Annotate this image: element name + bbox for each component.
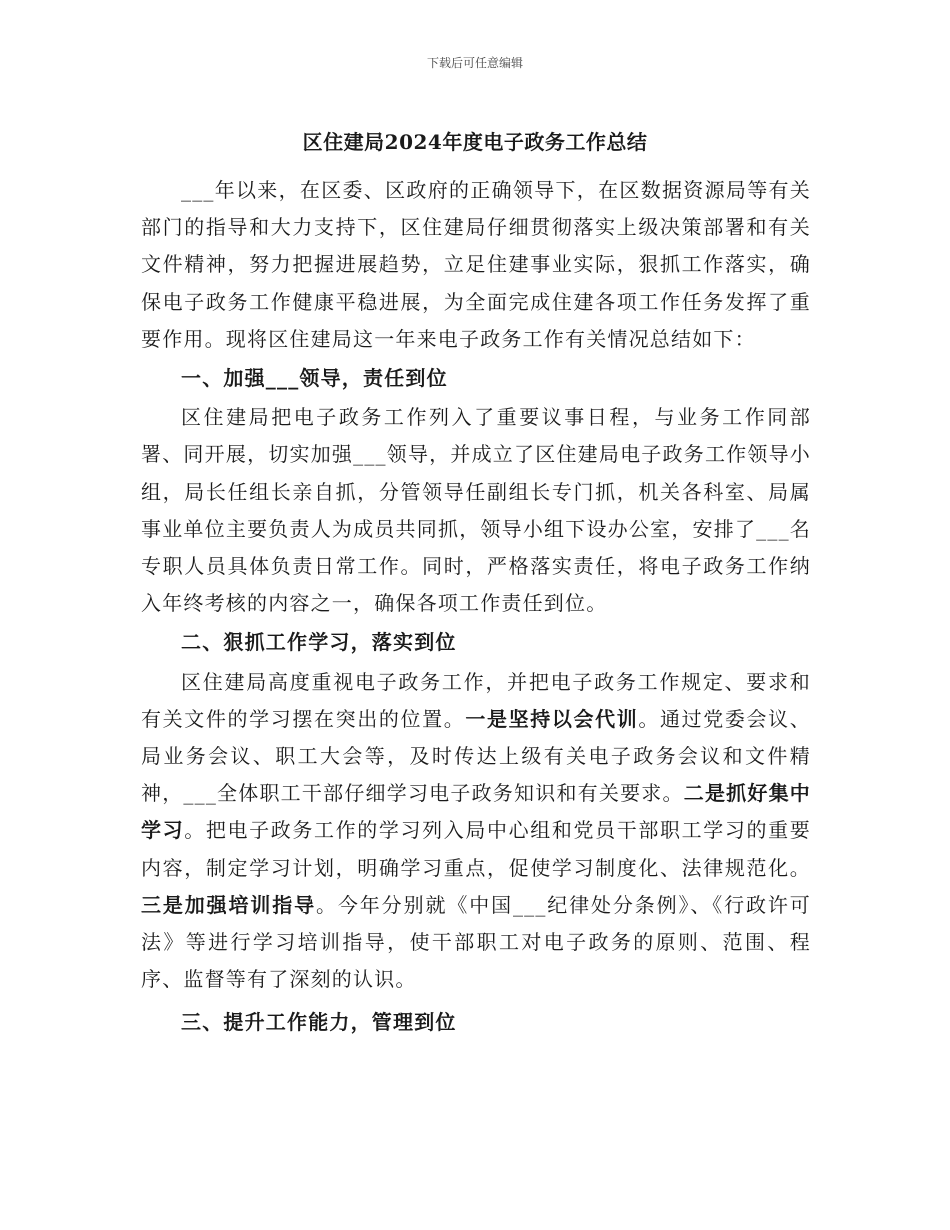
section-2-text-3: 。把电子政务工作的学习列入局中心组和党员干部职工学习的重要内容，制定学习计划，明确学习重点，促使学习制度化、法律规范化。 bbox=[141, 818, 811, 880]
section-2-point-2: 二是抓好集中学习 bbox=[141, 781, 811, 843]
document-title: 区住建局2024年度电子政务工作总结 bbox=[302, 130, 648, 154]
section-2-heading: 二、狠抓工作学习，落实到位 bbox=[181, 630, 457, 655]
intro-paragraph: ___年以来，在区委、区政府的正确领导下，在区数据资源局等有关部门的指导和大力支持下，区住建局仔细贯彻落实上级决策部署和有关文件精神，努力把握进展趋势，立足住建事业实际，狠抓工作落实，确保电子政务工作健康平稳进展，为全面完成住建各项工作任务发挥了重要作用。现将区住建局这一年来电子政务工作有关情况总结如下： bbox=[141, 178, 811, 351]
section-2-text-2: 。通过党委会议、局业务会议、职工大会等，及时传达上级有关电子政务会议和文件精神，___全体职工干部仔细学习电子政务知识和有关要求。 bbox=[141, 706, 811, 806]
header-note: 下载后可任意编辑 bbox=[426, 56, 523, 70]
section-2-paragraph bbox=[141, 664, 811, 999]
section-2-text-1: 区住建局高度重视电子政务工作，并把电子政务工作规定、要求和有关文件的学习摆在突出的位置。 bbox=[141, 669, 811, 731]
section-3-heading: 三、提升工作能力，管理到位 bbox=[181, 1010, 457, 1035]
section-1-heading: 一、加强___领导，责任到位 bbox=[181, 366, 448, 391]
section-2-text-4: 。今年分别就《中国___纪律处分条例》、《行政许可法》等进行学习培训指导，使干部职工对电子政务的原则、范围、程序、监督等有了深刻的认识。 bbox=[141, 892, 811, 992]
document-body bbox=[141, 172, 811, 1044]
section-1-paragraph: 区住建局把电子政务工作列入了重要议事日程，与业务工作同部署、同开展，切实加强___领导，并成立了区住建局电子政务工作领导小组，局长任组长亲自抓，分管领导任副组长专门抓，机关各科室、局属事业单位主要负责人为成员共同抓，领导小组下设办公室，安排了___名专职人员具体负责日常工作。同时，严格落实责任，将电子政务工作纳入年终考核的内容之一，确保各项工作责任到位。 bbox=[141, 405, 811, 616]
section-2-point-3: 三是加强培训指导 bbox=[141, 892, 317, 917]
section-2-point-1: 一是坚持以会代训 bbox=[465, 706, 639, 731]
